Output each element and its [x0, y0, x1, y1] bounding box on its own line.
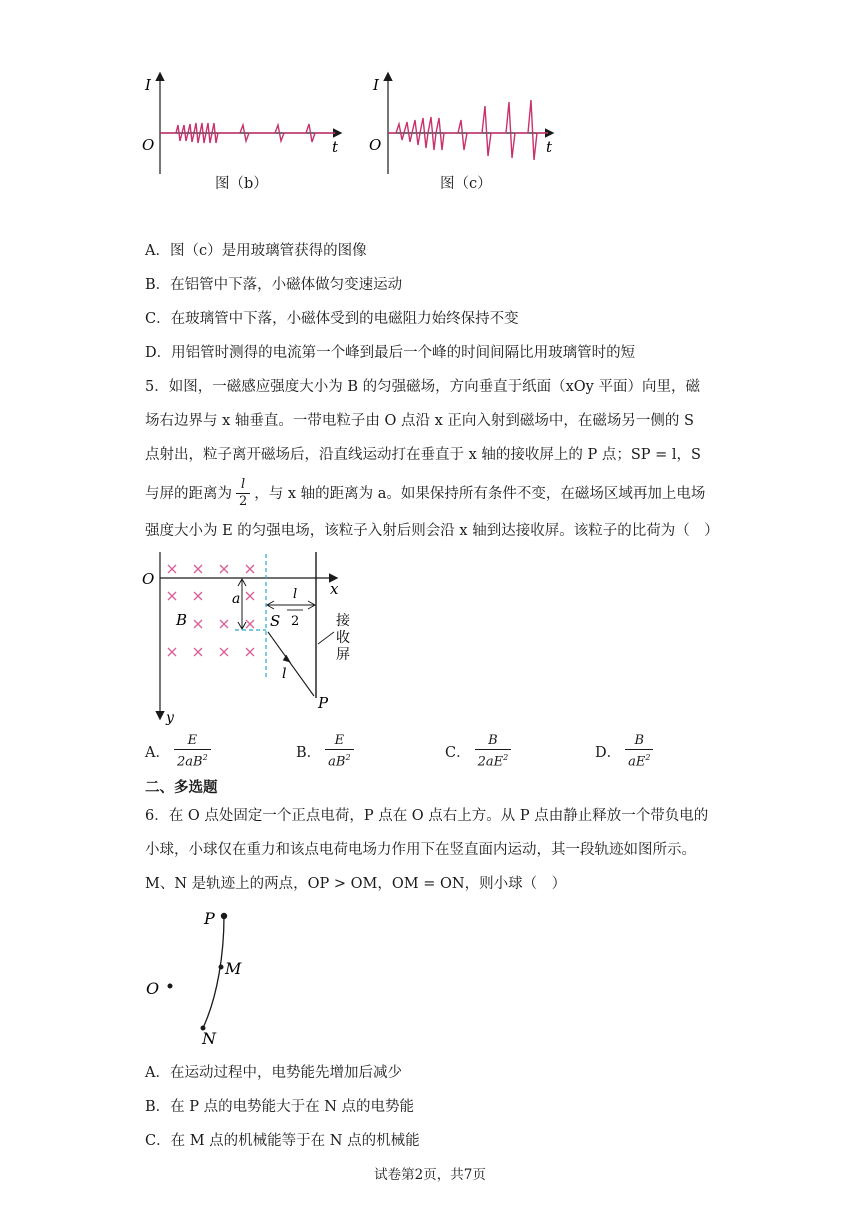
fraction-exponent: 2	[202, 753, 208, 762]
cross-mark	[246, 620, 254, 628]
q6-option-c: C．在 M 点的机械能等于在 N 点的机械能	[145, 1133, 420, 1149]
q5-fig-x: x	[330, 580, 339, 598]
cross-mark	[168, 565, 176, 573]
figure-b-caption: 图（b）	[215, 176, 268, 192]
cross-mark	[168, 648, 176, 656]
figure-c-caption: 图（c）	[440, 176, 492, 192]
ball-trajectory	[202, 916, 224, 1030]
screen-label-2: 收	[336, 630, 350, 646]
choice-letter: B．	[296, 745, 322, 762]
figure-b-axis-t: t	[332, 138, 339, 156]
q5-fig-origin: O	[142, 570, 155, 588]
q5-choice-a	[145, 733, 215, 770]
cross-mark	[220, 620, 228, 628]
q5-fig-b-label: B	[176, 611, 188, 629]
q5-fig-s-label: S	[270, 612, 281, 630]
q5-fig-half-den: 2	[291, 614, 300, 629]
q5-choice-d	[595, 733, 657, 770]
q6-stem-line1: 6．在 O 点处固定一个正点电荷，P 点在 O 点右上方。从 P 点由静止释放一个带负电的	[145, 808, 709, 824]
fraction-exponent: 2	[503, 753, 509, 762]
fraction-denominator: aB	[328, 754, 346, 770]
q5-stem-line3: 点射出，粒子离开磁场后，沿直线运动打在垂直于 x 轴的接收屏上的 P 点；SP = l，S	[145, 447, 701, 463]
q4-option-a: A．图（c）是用玻璃管获得的图像	[145, 243, 367, 259]
section-heading-multi-choice: 二、多选题	[145, 780, 218, 796]
cross-mark	[246, 592, 254, 600]
fraction-numerator: E	[187, 733, 198, 748]
q6-option-a: A．在运动过程中，电势能先增加后减少	[145, 1065, 402, 1081]
point-m	[219, 965, 224, 970]
fraction-numerator: B	[634, 733, 645, 748]
q5-half-fraction	[236, 477, 250, 510]
cross-mark	[220, 565, 228, 573]
choice-fraction	[325, 733, 353, 770]
fraction-denominator: 2	[239, 494, 248, 509]
fraction-exponent: 2	[345, 753, 351, 762]
q5-stem-line4	[145, 477, 705, 510]
figure-c-current-curve	[388, 100, 548, 160]
q5-field-figure	[140, 548, 380, 728]
q5-line4-pre: 与屏的距离为	[145, 485, 232, 502]
fraction-denominator: 2aB	[176, 754, 203, 770]
q6-fig-m-label: M	[225, 959, 242, 978]
figure-c-origin: O	[369, 136, 382, 154]
fraction-exponent: 2	[645, 753, 651, 762]
screen-label-3: 屏	[336, 647, 350, 663]
figure-b-origin: O	[142, 136, 155, 154]
q6-stem-line2: 小球，小球仅在重力和该点电荷电场力作用下在竖直面内运动，其一段轨迹如图所示。	[145, 842, 696, 858]
figure-c-graph	[369, 74, 553, 174]
q5-stem-line1: 5．如图，一磁感应强度大小为 B 的匀强磁场，方向垂直于纸面（xOy 平面）向里，磁	[145, 379, 700, 395]
q5-fig-half-num: l	[293, 587, 298, 602]
point-charge-o	[168, 984, 173, 989]
q4-option-d: D．用铝管时测得的电流第一个峰到最后一个峰的时间间隔比用玻璃管时的短	[145, 345, 636, 361]
q6-trajectory-figure	[140, 902, 270, 1047]
q5-choice-c	[445, 733, 515, 770]
q5-choice-b	[296, 733, 358, 770]
fraction-numerator: l	[241, 477, 246, 492]
q4-option-c: C．在玻璃管中下落，小磁体受到的电磁阻力始终保持不变	[145, 311, 519, 327]
choice-fraction	[625, 733, 653, 770]
choice-letter: D．	[595, 745, 622, 762]
q5-stem-line2: 场右边界与 x 轴垂直。一带电粒子由 O 点沿 x 正向入射到磁场中，在磁场另一侧的 S	[145, 413, 694, 429]
q6-fig-p-label: P	[204, 909, 215, 928]
cross-mark	[194, 620, 202, 628]
choice-fraction	[475, 733, 512, 770]
q5-line4-post: ，与 x 轴的距离为 a。如果保持所有条件不变，在磁场区域再加上电场	[254, 485, 706, 502]
choice-letter: C．	[445, 745, 471, 762]
cross-mark	[194, 648, 202, 656]
cross-mark	[194, 592, 202, 600]
q5-stem-line5: 强度大小为 E 的匀强电场，该粒子入射后则会沿 x 轴到达接收屏。该粒子的比荷为（ ）	[145, 523, 719, 539]
q5-fig-l-label: l	[282, 666, 287, 682]
fraction-numerator: E	[334, 733, 345, 748]
trajectory-s-to-p	[268, 632, 314, 696]
page-footer: 试卷第2页，共7页	[374, 1167, 486, 1183]
cross-mark	[168, 592, 176, 600]
q5-fig-a-label: a	[232, 591, 241, 607]
figure-b-axis-i: I	[145, 76, 151, 94]
cross-mark	[220, 648, 228, 656]
figure-c-axis-i: I	[373, 76, 379, 94]
screen-label-1: 接	[336, 613, 350, 629]
current-graphs	[140, 62, 570, 202]
choice-fraction	[174, 733, 211, 770]
q4-option-b: B．在铝管中下落，小磁体做匀变速运动	[145, 277, 403, 293]
point-p	[221, 913, 227, 919]
choice-letter: A．	[145, 745, 170, 762]
cross-mark	[246, 565, 254, 573]
q5-fig-p-label: P	[318, 694, 329, 712]
fraction-denominator: aE	[628, 754, 646, 770]
fraction-denominator: 2aE	[477, 754, 504, 770]
q6-fig-o-label: O	[146, 979, 160, 998]
cross-mark	[246, 648, 254, 656]
q6-fig-n-label: N	[202, 1029, 216, 1047]
q5-fig-y: y	[166, 710, 174, 726]
cross-mark	[194, 565, 202, 573]
q6-option-b: B．在 P 点的电势能大于在 N 点的电势能	[145, 1099, 415, 1115]
q6-stem-line3: M、N 是轨迹上的两点，OP > OM，OM = ON，则小球（ ）	[145, 876, 567, 892]
figure-c-axis-t: t	[546, 138, 553, 156]
figure-b-graph	[142, 74, 340, 174]
fraction-numerator: B	[488, 733, 498, 748]
